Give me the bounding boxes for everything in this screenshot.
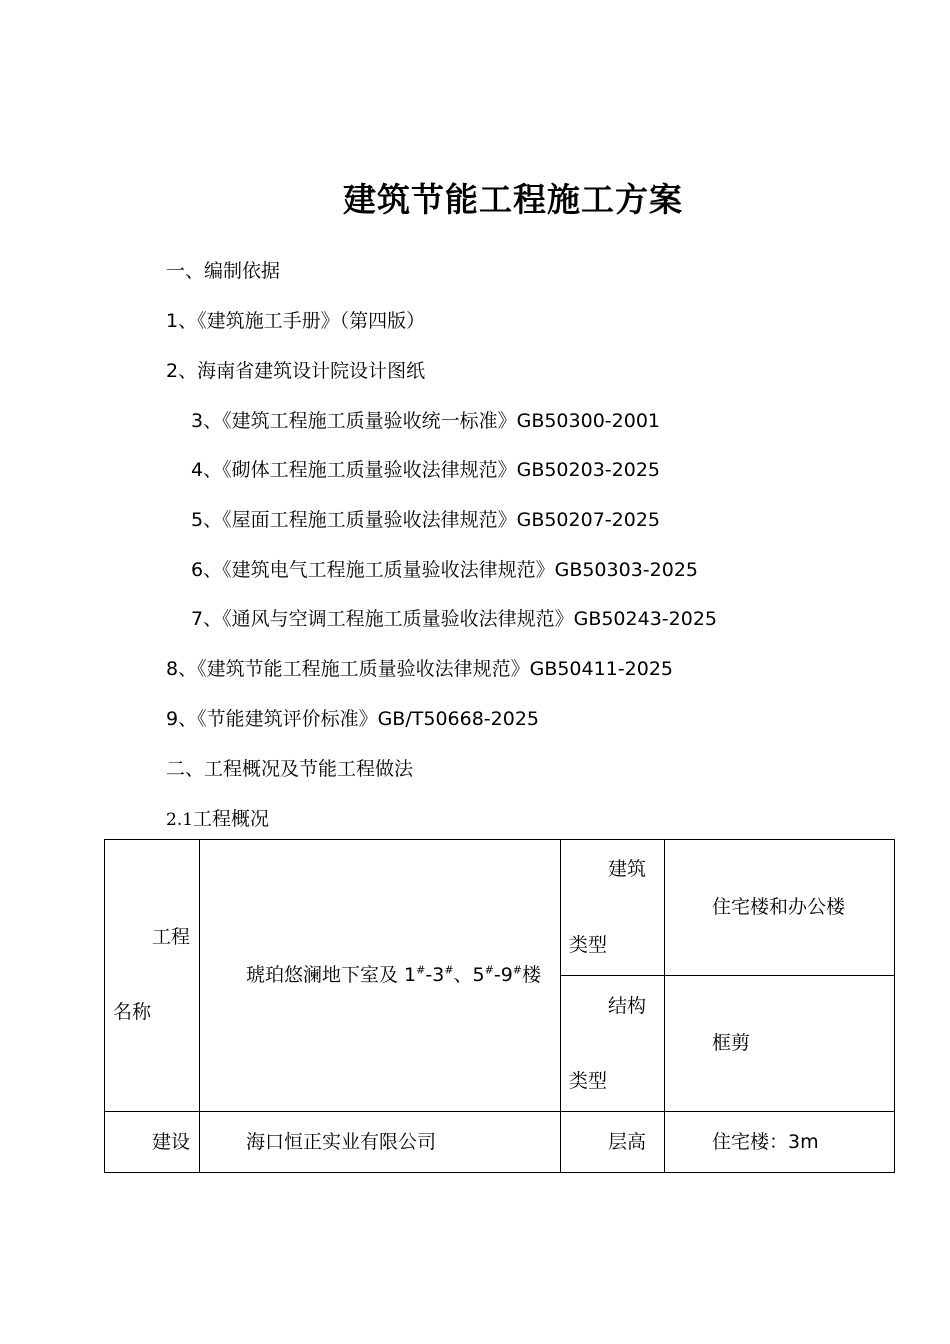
project-name-label-line2: 名称 — [113, 1001, 152, 1023]
project-name-value-cell — [200, 840, 561, 1112]
building-type-label-line2: 类型 — [569, 934, 608, 956]
reference-item: 1、《建筑施工手册》（第四版） — [166, 310, 426, 332]
owner-value: 海口恒正实业有限公司 — [246, 1131, 437, 1153]
building-type-label-line1: 建筑 — [608, 858, 647, 880]
document-title: 建筑节能工程施工方案 — [343, 180, 683, 219]
project-name-label-line1: 工程 — [152, 926, 191, 948]
project-name-value: 琥珀悠澜地下室及 1#-3#、5#-9#楼 — [246, 963, 542, 986]
building-type-label-cell — [561, 840, 665, 976]
building-type-value: 住宅楼和办公楼 — [712, 896, 846, 918]
floor-height-value: 住宅楼：3m — [712, 1131, 819, 1153]
subsection-heading — [166, 804, 269, 831]
reference-item: 3、《建筑工程施工质量验收统一标准》GB50300-2001 — [191, 410, 660, 432]
owner-value-cell — [200, 1112, 561, 1173]
structure-type-label-cell — [561, 976, 665, 1112]
subsection-number: 2.1 — [166, 810, 194, 830]
structure-type-value-cell — [665, 976, 895, 1112]
floor-height-value-cell — [665, 1112, 895, 1173]
project-name-label-cell — [105, 840, 200, 1112]
floor-height-label-cell — [561, 1112, 665, 1173]
building-type-value-cell — [665, 840, 895, 976]
reference-item: 7、《通风与空调工程施工质量验收法律规范》GB50243-2025 — [191, 608, 717, 630]
reference-item: 6、《建筑电气工程施工质量验收法律规范》GB50303-2025 — [191, 559, 698, 581]
reference-item: 9、《节能建筑评价标准》GB/T50668-2025 — [166, 708, 540, 730]
structure-type-label-line2: 类型 — [569, 1070, 608, 1092]
subsection-title: 工程概况 — [193, 808, 270, 830]
reference-item: 8、《建筑节能工程施工质量验收法律规范》GB50411-2025 — [166, 658, 673, 680]
structure-type-value: 框剪 — [712, 1032, 751, 1054]
floor-height-label: 层高 — [608, 1131, 647, 1153]
section-heading-overview: 二、工程概况及节能工程做法 — [166, 758, 414, 780]
owner-label: 建设 — [152, 1131, 191, 1153]
reference-item: 4、《砌体工程施工质量验收法律规范》GB50203-2025 — [191, 459, 660, 481]
owner-label-cell — [105, 1112, 200, 1173]
section-heading-basis: 一、编制依据 — [166, 260, 281, 282]
reference-item: 5、《屋面工程施工质量验收法律规范》GB50207-2025 — [191, 509, 660, 531]
reference-item: 2、海南省建筑设计院设计图纸 — [166, 360, 426, 382]
project-overview-table — [104, 839, 895, 1173]
structure-type-label-line1: 结构 — [608, 995, 647, 1017]
